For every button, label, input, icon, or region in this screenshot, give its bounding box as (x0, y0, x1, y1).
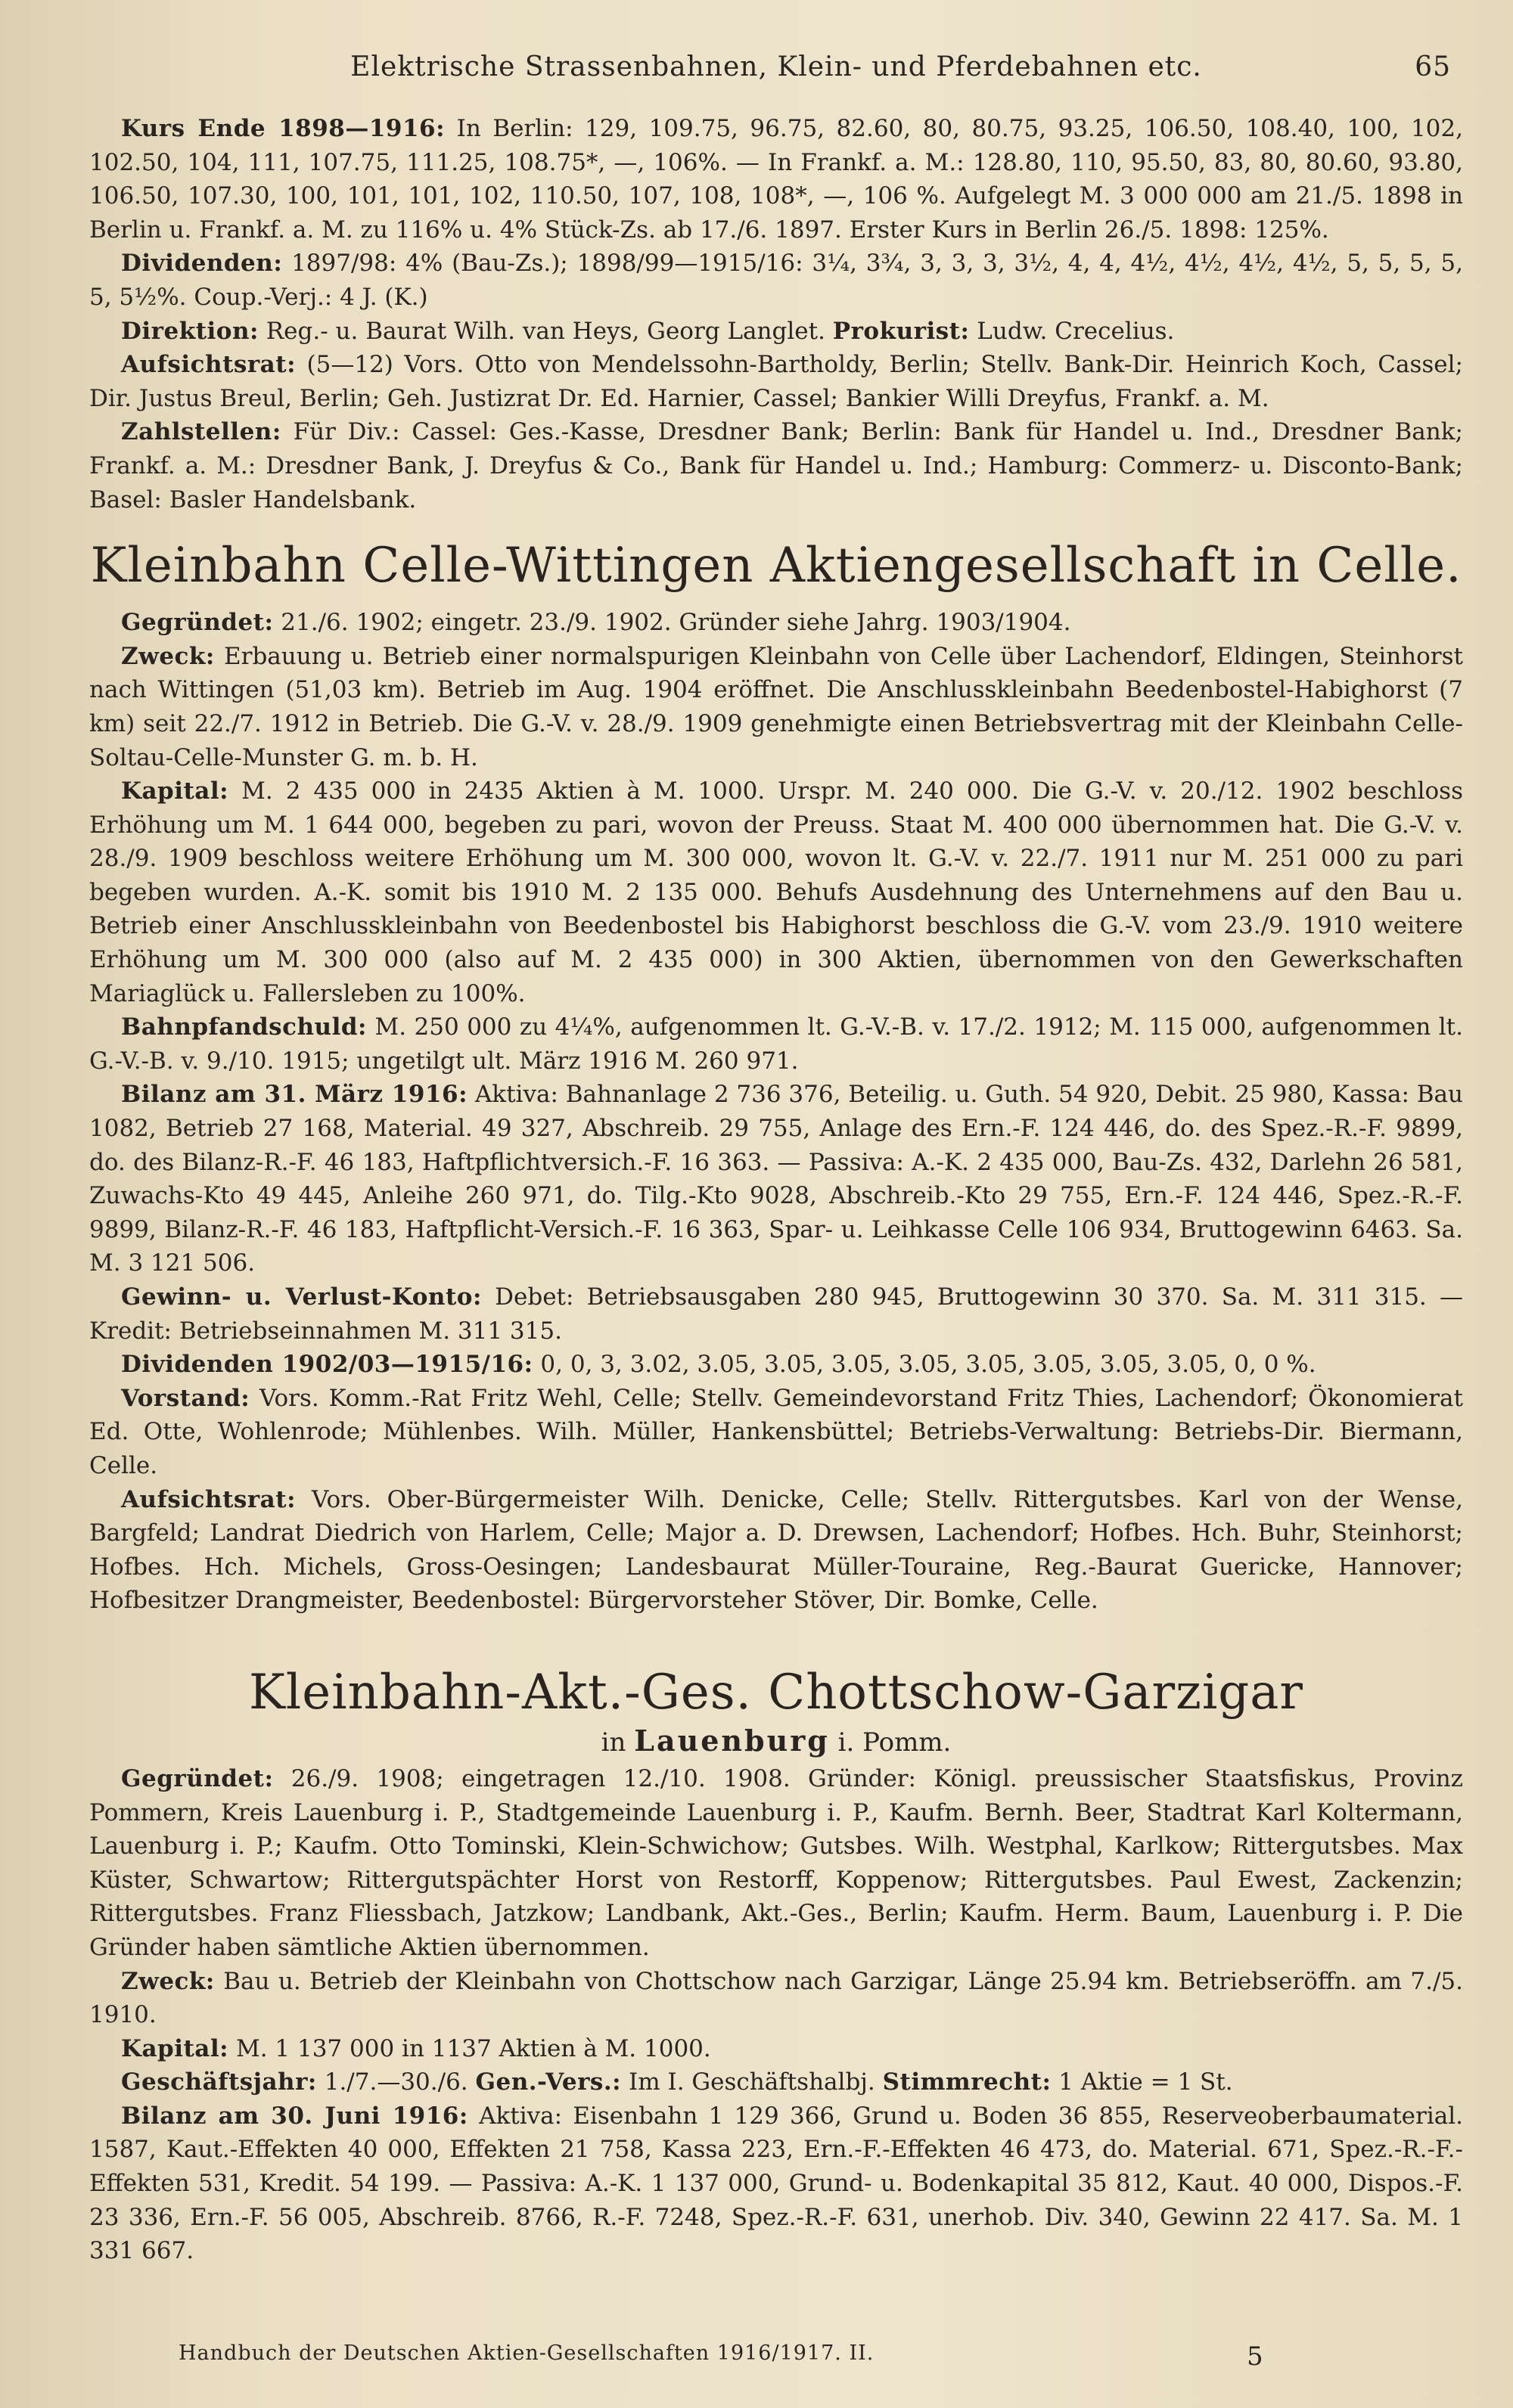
paragraph-dividenden (89, 1348, 1463, 1382)
paragraph-kapital (89, 2032, 1463, 2066)
paragraph-label: Aufsichtsrat: (121, 351, 297, 379)
paragraph-text: Reg.- u. Baurat Wilh. van Heys, Georg Langlet. (258, 317, 825, 345)
company-subtitle-location (89, 1724, 1463, 1758)
page-footer (179, 2341, 1452, 2372)
paragraph-label: Bilanz am 30. Juni 1916: (121, 2102, 468, 2130)
paragraph-bahnpfandschuld (89, 1010, 1463, 1078)
paragraph-label: Direktion: (121, 317, 259, 345)
paragraph-direktion (89, 315, 1463, 349)
paragraph-text: Bau u. Betrieb der Kleinbahn von Chottschow nach Garzigar, Länge 25.94 km. Betriebseröffn. am 7./5. 1910. (89, 1967, 1463, 2029)
footer-source: Handbuch der Deutschen Aktien-Gesellschaften 1916/1917. II. (179, 2341, 875, 2365)
footer-signature: 5 (1247, 2341, 1264, 2372)
paragraph-gegruendet (89, 606, 1463, 640)
paragraph-zahlstellen (89, 415, 1463, 517)
paragraph-text: 21./6. 1902; eingetr. 23./9. 1902. Gründer siehe Jahrg. 1903/1904. (273, 609, 1071, 637)
paragraph-bilanz (89, 1078, 1463, 1280)
paragraph-label: Gegründet: (121, 609, 274, 637)
paragraph-label-tertiary: Stimmrecht: (882, 2068, 1052, 2096)
running-title: Elektrische Strassenbahnen, Klein- und Pferdebahnen etc. (350, 51, 1202, 82)
paragraph-text: Vors. Ober-Bürgermeister Wilh. Denicke, Celle; Stellv. Rittergutsbes. Karl von der Wense, Bargfeld; Landrat Diedrich von Harlem, Celle; Major a. D. Drewsen, Lachendorf; Hofbes. Hch. Buhr, Steinhorst; Hofbes. Hch. Michels, Gross-Oesingen; Landesbaurat Müller-Touraine, Reg.-Baurat Guericke, Hannover; Hofbesitzer Drangmeister, Beedenbostel: Bürgervorsteher Stöver, Dir. Bomke, Celle. (89, 1485, 1463, 1615)
page-number: 65 (1415, 51, 1451, 82)
subtitle-prefix: in (601, 1727, 635, 1758)
paragraph-kurs (89, 112, 1463, 247)
paragraph-text: Debet: Betriebsausgaben 280 945, Bruttogewinn 30 370. Sa. M. 311 315. — Kredit: Betriebseinnahmen M. 311 315. (89, 1283, 1464, 1345)
paragraph-label: Kapital: (121, 2034, 229, 2062)
paragraph-label-secondary: Gen.-Vers.: (475, 2068, 622, 2096)
previous-company-continuation (89, 112, 1463, 517)
paragraph-dividenden (89, 247, 1463, 314)
paragraph-text: (5—12) Vors. Otto von Mendelssohn-Bartholdy, Berlin; Stellv. Bank-Dir. Heinrich Koch, Cassel; Dir. Justus Breul, Berlin; Geh. Justizrat Dr. Ed. Harnier, Cassel; Bankier Willi Dreyfus, Frankf. a. M. (89, 351, 1463, 412)
paragraph-aufsichtsrat (89, 1483, 1463, 1618)
paragraph-text: 26./9. 1908; eingetragen 12./10. 1908. Gründer: Königl. preussischer Staatsfiskus, Provinz Pommern, Kreis Lauenburg i. P., Stadtgemeinde Lauenburg i. P., Kaufm. Bernh. Beer, Stadtrat Karl Koltermann, Lauenburg i. P.; Kaufm. Otto Tominski, Klein-Schwichow; Gutsbes. Wilh. Westphal, Karlkow; Rittergutsbes. Max Küster, Schwartow; Rittergutspächter Horst von Restorff, Koppenow; Rittergutsbes. Paul Ewest, Zackenzin; Rittergutsbes. Franz Fliessbach, Jatzkow; Landbank, Akt.-Ges., Berlin; Kaufm. Herm. Baum, Lauenburg i. P. Die Gründer haben sämtliche Aktien übernommen. (89, 1764, 1463, 1961)
paragraph-zweck (89, 1965, 1463, 2032)
paragraph-label: Zweck: (121, 1967, 215, 1995)
paragraph-text: Für Div.: Cassel: Ges.-Kasse, Dresdner Bank; Berlin: Bank für Handel u. Ind., Dresdner Bank; Frankf. a. M.: Dresdner Bank, J. Dreyfus & Co., Bank für Handel u. Ind.; Hamburg: Commerz- u. Disconto-Bank; Basel: Basler Handelsbank. (89, 418, 1463, 514)
paragraph-label: Bahnpfandschuld: (121, 1013, 367, 1041)
subtitle-city: Lauenburg (634, 1723, 830, 1758)
paragraph-label: Gewinn- u. Verlust-Konto: (121, 1283, 482, 1311)
paragraph-text: 1./7.—30./6. (316, 2068, 468, 2096)
paragraph-label: Vorstand: (121, 1384, 250, 1412)
paragraph-text: M. 2 435 000 in 2435 Aktien à M. 1000. Urspr. M. 240 000. Die G.-V. v. 20./12. 1902 beschloss Erhöhung um M. 1 644 000, begeben zu pari, wovon der Preuss. Staat M. 400 000 übernommen hat. Die G.-V. v. 28./9. 1909 beschloss weitere Erhöhung um M. 300 000, wovon lt. G.-V. v. 22./7. 1911 nur M. 251 000 zu pari begeben wurden. A.-K. somit bis 1910 M. 2 135 000. Behufs Ausdehnung des Unternehmens auf den Bau u. Betrieb einer Anschlusskleinbahn von Beedenbostel bis Habighorst beschloss die G.-V. vom 23./9. 1910 weitere Erhöhung um M. 300 000 (also auf M. 2 435 000) in 300 Aktien, übernommen von den Gewerkschaften Mariaglück u. Fallersleben zu 100%. (89, 777, 1463, 1007)
paragraph-gegruendet (89, 1762, 1463, 1965)
paragraph-text: Erbauung u. Betrieb einer normalspurigen Kleinbahn von Celle über Lachendorf, Eldingen, Steinhorst nach Wittingen (51,03 km). Betrieb im Aug. 1904 eröffnet. Die Anschlusskleinbahn Beedenbostel-Habighorst (7 km) seit 22./7. 1912 in Betrieb. Die G.-V. v. 28./9. 1909 genehmigte einen Betriebsvertrag mit der Kleinbahn Celle-Soltau-Celle-Munster G. m. b. H. (89, 642, 1463, 771)
paragraph-text-secondary: Im I. Geschäftshalbj. (621, 2068, 875, 2096)
paragraph-text-secondary: Ludw. Crecelius. (969, 317, 1175, 345)
paragraph-label: Dividenden 1902/03—1915/16: (121, 1351, 533, 1379)
paragraph-text: 1897/98: 4% (Bau-Zs.); 1898/99—1915/16: 3¼, 3¾, 3, 3, 3, 3½, 4, 4, 4½, 4½, 4½, 4½, 5, 5, 5, 5, 5, 5½%. Coup.-Verj.: 4 J. (K.) (89, 250, 1463, 311)
paragraph-text: M. 250 000 zu 4¼%, aufgenommen lt. G.-V.-B. v. 17./2. 1912; M. 115 000, aufgenommen lt. G.-V.-B. v. 9./10. 1915; ungetilgt ult. März 1916 M. 260 971. (89, 1013, 1463, 1075)
paragraph-kapital (89, 774, 1463, 1010)
paragraph-label: Aufsichtsrat: (121, 1485, 297, 1513)
paragraph-label: Zahlstellen: (121, 418, 281, 446)
paragraph-bilanz (89, 2099, 1463, 2268)
company-title-celle-wittingen: Kleinbahn Celle-Wittingen Aktiengesellschaft in Celle. (90, 538, 1462, 594)
paragraph-label: Geschäftsjahr: (121, 2068, 317, 2096)
paragraph-gewinn-verlust (89, 1280, 1463, 1348)
paragraph-text: Aktiva: Eisenbahn 1 129 366, Grund u. Boden 36 855, Reserveoberbaumaterial. 1587, Kaut.-Effekten 40 000, Effekten 21 758, Kassa 223, Ern.-F.-Effekten 46 473, do. Material. 671, Spez.-R.-F.-Effekten 531, Kredit. 54 199. — Passiva: A.-K. 1 137 000, Grund- u. Bodenkapital 35 812, Kaut. 40 000, Dispos.-F. 23 336, Ern.-F. 56 005, Abschreib. 8766, R.-F. 7248, Spez.-R.-F. 631, unerhob. Div. 340, Gewinn 22 417. Sa. M. 1 331 667. (89, 2102, 1463, 2265)
paragraph-text: Aktiva: Bahnanlage 2 736 376, Beteilig. u. Guth. 54 920, Debit. 25 980, Kassa: Bau 1082, Betrieb 27 168, Material. 49 327, Abschreib. 29 755, Anlage des Ern.-F. 124 446, do. des Spez.-R.-F. 9899, do. des Bilanz-R.-F. 46 183, Haftpflichtversich.-F. 16 363. — Passiva: A.-K. 2 435 000, Bau-Zs. 432, Darlehn 26 581, Zuwachs-Kto 49 445, Anleihe 260 971, do. Tilg.-Kto 9028, Abschreib.-Kto 29 755, Ern.-F. 124 446, Spez.-R.-F. 9899, Bilanz-R.-F. 46 183, Haftpflicht-Versich.-F. 16 363, Spar- u. Leihkasse Celle 106 934, Bruttogewinn 6463. Sa. M. 3 121 506. (89, 1081, 1464, 1277)
paragraph-label: Kurs Ende 1898—1916: (121, 115, 446, 142)
paragraph-zweck (89, 640, 1463, 774)
company-entry-chottschow-garzigar (89, 1762, 1463, 2268)
paragraph-text: M. 1 137 000 in 1137 Aktien à M. 1000. (228, 2034, 711, 2062)
paragraph-label: Bilanz am 31. März 1916: (121, 1081, 468, 1109)
paragraph-text: In Berlin: 129, 109.75, 96.75, 82.60, 80, 80.75, 93.25, 106.50, 108.40, 100, 102, 102.50, 104, 111, 107.75, 111.25, 108.75*, —, 106%. — In Frankf. a. M.: 128.80, 110, 95.50, 83, 80, 80.60, 93.80, 106.50, 107.30, 100, 101, 101, 102, 110.50, 107, 108, 108*, —, 106 %. Aufgelegt M. 3 000 000 am 21./5. 1898 in Berlin u. Frankf. a. M. zu 116% u. 4% Stück-Zs. ab 17./6. 1897. Erster Kurs in Berlin 26./5. 1898: 125%. (89, 115, 1463, 244)
paragraph-text: 0, 0, 3, 3.02, 3.05, 3.05, 3.05, 3.05, 3.05, 3.05, 3.05, 3.05, 0, 0 %. (533, 1351, 1316, 1379)
paragraph-label: Kapital: (121, 777, 229, 805)
paragraph-label: Dividenden: (121, 250, 283, 278)
paragraph-label: Zweck: (121, 642, 215, 670)
paragraph-aufsichtsrat (89, 348, 1463, 415)
paragraph-vorstand (89, 1382, 1463, 1483)
company-entry-celle-wittingen (89, 606, 1463, 1618)
paragraph-label: Gegründet: (121, 1764, 274, 1792)
paragraph-text: Vors. Komm.-Rat Fritz Wehl, Celle; Stellv. Gemeindevorstand Fritz Thies, Lachendorf; Ökonomierat Ed. Otte, Wohlenrode; Mühlenbes. Wilh. Müller, Hankensbüttel; Betriebs-Verwaltung: Betriebs-Dir. Biermann, Celle. (89, 1384, 1463, 1479)
company-title-chottschow-garzigar: Kleinbahn-Akt.-Ges. Chottschow-Garzigar (248, 1664, 1304, 1721)
paragraph-text-tertiary: 1 Aktie = 1 St. (1051, 2068, 1233, 2096)
subtitle-suffix: i. Pomm. (829, 1727, 952, 1758)
page-header (89, 47, 1463, 92)
paragraph-geschaeftsjahr (89, 2065, 1463, 2099)
paragraph-label-secondary: Prokurist: (832, 317, 970, 345)
